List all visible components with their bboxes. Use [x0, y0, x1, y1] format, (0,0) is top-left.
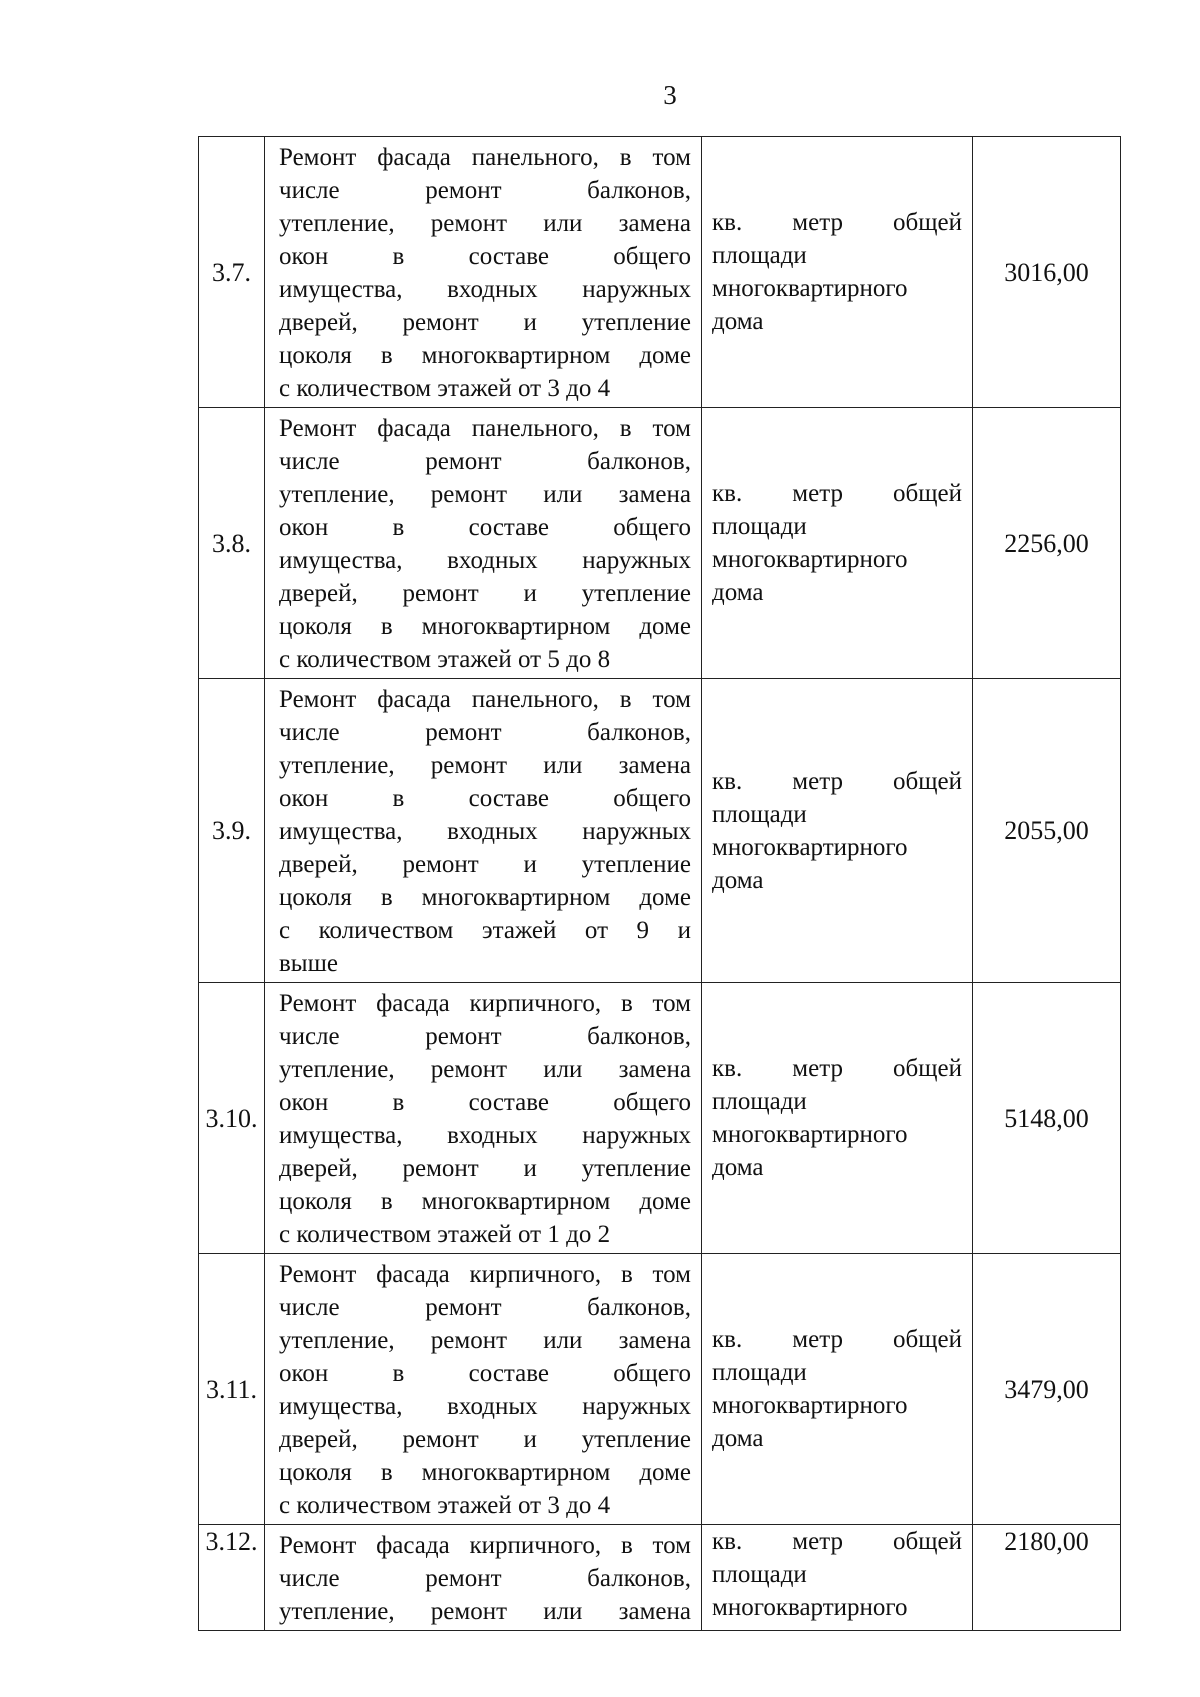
work-line: окон в составе общего	[279, 514, 691, 541]
unit-line: кв. метр общей	[712, 1055, 962, 1082]
unit-line: площади	[712, 1088, 807, 1115]
work-line: дверей, ремонт и утепление	[279, 1426, 691, 1453]
work-line: дверей, ремонт и утепление	[279, 1155, 691, 1182]
work-line: имущества, входных наружных	[279, 276, 691, 303]
unit-line: многоквартирного	[712, 546, 908, 573]
work-line: имущества, входных наружных	[279, 1122, 691, 1149]
work-line: дверей, ремонт и утепление	[279, 309, 691, 336]
work-line: окон в составе общего	[279, 785, 691, 812]
work-line: цоколя в многоквартирном доме	[279, 613, 691, 640]
unit-line: площади	[712, 800, 807, 828]
unit-line: многоквартирного	[712, 1392, 908, 1419]
work-line: окон в составе общего	[279, 1360, 691, 1387]
work-description	[265, 408, 702, 679]
unit-of-measure	[702, 137, 973, 408]
work-line: выше	[279, 950, 338, 977]
work-line: утепление, ремонт или замена	[279, 210, 691, 237]
work-line: с количеством этажей от 3 до 4	[279, 1492, 611, 1519]
table-row	[199, 137, 1121, 408]
unit-line: площади	[712, 513, 807, 540]
work-line: числе ремонт балконов,	[279, 1023, 691, 1050]
work-line: окон в составе общего	[279, 243, 691, 270]
unit-line: площади	[712, 1359, 807, 1386]
work-line: имущества, входных наружных	[279, 547, 691, 574]
work-line: числе ремонт балконов,	[279, 1294, 691, 1321]
work-description	[265, 679, 702, 983]
work-line: числе ремонт балконов,	[279, 1565, 691, 1592]
work-line: утепление, ремонт или замена	[279, 752, 691, 779]
row-number: 3.7.	[199, 137, 265, 408]
row-number: 3.8.	[199, 408, 265, 679]
unit-line: дома	[712, 1154, 764, 1181]
unit-of-measure	[702, 1254, 973, 1525]
work-line: Ремонт фасада кирпичного, в том	[279, 990, 691, 1017]
work-line: Ремонт фасада кирпичного, в том	[279, 1261, 691, 1288]
cost-value: 2256,00	[973, 408, 1121, 679]
unit-of-measure	[702, 408, 973, 679]
table-row	[199, 408, 1121, 679]
unit-line: площади	[712, 1561, 807, 1588]
unit-line: многоквартирного	[712, 1121, 908, 1148]
work-line: Ремонт фасада панельного, в том	[279, 686, 691, 713]
unit-line: дома	[712, 1425, 764, 1452]
work-line: дверей, ремонт и утепление	[279, 851, 691, 878]
unit-line: многоквартирного	[712, 275, 908, 302]
work-line: с количеством этажей от 9 и	[279, 917, 691, 944]
cost-value: 5148,00	[973, 983, 1121, 1254]
cost-value: 3016,00	[973, 137, 1121, 408]
rates-table	[198, 136, 1120, 1631]
work-line: утепление, ремонт или замена	[279, 1056, 691, 1083]
row-number: 3.10.	[199, 983, 265, 1254]
unit-line: кв. метр общей	[712, 480, 962, 507]
unit-line: кв. метр общей	[712, 767, 962, 795]
work-line: с количеством этажей от 3 до 4	[279, 375, 611, 402]
row-number: 3.9.	[199, 679, 265, 983]
work-line: числе ремонт балконов,	[279, 719, 691, 746]
unit-line: многоквартирного	[712, 1594, 908, 1621]
unit-line: дома	[712, 308, 764, 335]
work-line: с количеством этажей от 1 до 2	[279, 1221, 611, 1248]
work-line: цоколя в многоквартирном доме	[279, 884, 691, 911]
work-line: Ремонт фасада кирпичного, в том	[279, 1532, 691, 1559]
page-number: 3	[663, 80, 677, 110]
work-line: утепление, ремонт или замена	[279, 481, 691, 508]
work-line: утепление, ремонт или замена	[279, 1598, 691, 1625]
work-line: числе ремонт балконов,	[279, 177, 691, 204]
work-line: окон в составе общего	[279, 1089, 691, 1116]
unit-of-measure	[702, 1525, 973, 1631]
unit-line: кв. метр общей	[712, 1326, 962, 1353]
unit-line: кв. метр общей	[712, 209, 962, 236]
cost-value: 2055,00	[973, 679, 1121, 983]
unit-line: площади	[712, 242, 807, 269]
unit-line: дома	[712, 579, 764, 606]
work-line: цоколя в многоквартирном доме	[279, 1459, 691, 1486]
row-number: 3.11.	[199, 1254, 265, 1525]
work-description	[265, 137, 702, 408]
work-line: с количеством этажей от 5 до 8	[279, 646, 611, 673]
work-line: цоколя в многоквартирном доме	[279, 1188, 691, 1215]
unit-line: кв. метр общей	[712, 1528, 962, 1555]
cost-value: 2180,00	[973, 1525, 1121, 1631]
work-description	[265, 1525, 702, 1631]
work-line: дверей, ремонт и утепление	[279, 580, 691, 607]
table-row	[199, 1525, 1121, 1631]
unit-of-measure	[702, 983, 973, 1254]
work-line: числе ремонт балконов,	[279, 448, 691, 475]
table-row	[199, 679, 1121, 983]
unit-of-measure	[702, 679, 973, 983]
rates-table-body	[199, 137, 1121, 1631]
work-line: утепление, ремонт или замена	[279, 1327, 691, 1354]
work-line: Ремонт фасада панельного, в том	[279, 144, 691, 171]
table-row	[199, 1254, 1121, 1525]
work-line: имущества, входных наружных	[279, 818, 691, 845]
work-line: имущества, входных наружных	[279, 1393, 691, 1420]
work-line: цоколя в многоквартирном доме	[279, 342, 691, 369]
table-row	[199, 983, 1121, 1254]
work-description	[265, 983, 702, 1254]
unit-line: многоквартирного	[712, 833, 908, 861]
cost-value: 3479,00	[973, 1254, 1121, 1525]
work-line: Ремонт фасада панельного, в том	[279, 415, 691, 442]
unit-line: дома	[712, 866, 764, 894]
row-number: 3.12.	[199, 1525, 265, 1631]
work-description	[265, 1254, 702, 1525]
